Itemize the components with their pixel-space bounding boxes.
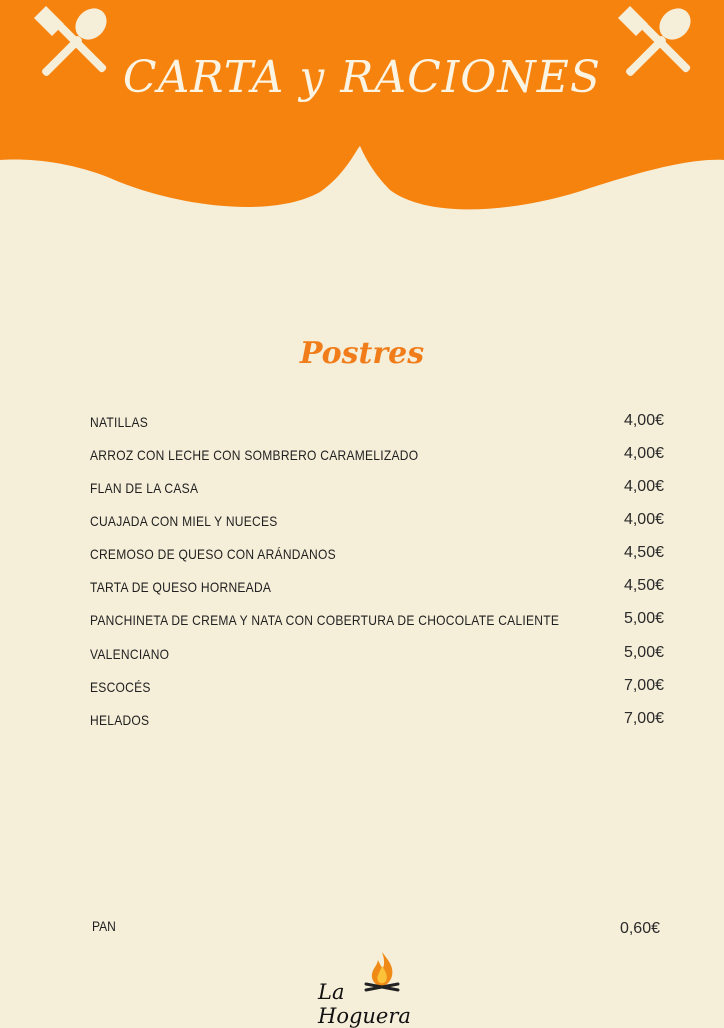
menu-item-price: 4,00€ — [623, 478, 664, 495]
menu-item-name: CREMOSO DE QUESO CON ARÁNDANOS — [90, 546, 336, 562]
menu-items-list — [90, 412, 664, 743]
menu-item-price: 4,00€ — [623, 412, 664, 429]
menu-item — [90, 577, 664, 610]
menu-item-price: 7,00€ — [623, 677, 664, 694]
menu-item — [90, 644, 664, 677]
menu-item-name: VALENCIANO — [90, 646, 170, 662]
menu-item — [90, 511, 664, 544]
menu-item-name: HELADOS — [90, 712, 150, 728]
menu-item-name: FLAN DE LA CASA — [90, 480, 199, 496]
menu-item — [90, 445, 664, 478]
menu-item — [90, 710, 664, 743]
menu-item-price: 4,00€ — [623, 511, 664, 528]
menu-item-price: 4,50€ — [623, 544, 664, 561]
menu-item-price: 5,00€ — [623, 644, 664, 661]
section-title: Postres — [299, 336, 425, 371]
menu-item-name: NATILLAS — [90, 414, 149, 430]
brand-logo — [310, 950, 430, 1028]
page-title: CARTA y RACIONES — [122, 52, 602, 103]
menu-item-name: PAN — [92, 918, 116, 934]
menu-item — [90, 610, 664, 644]
menu-item-price: 0,60€ — [619, 920, 660, 937]
menu-item-name: CUAJADA CON MIEL Y NUECES — [90, 513, 278, 529]
menu-item-name: ARROZ CON LECHE CON SOMBRERO CARAMELIZADO — [90, 447, 419, 463]
menu-item-price: 5,00€ — [623, 610, 664, 627]
menu-item — [90, 677, 664, 710]
menu-item-price: 7,00€ — [623, 710, 664, 727]
menu-item-price: 4,00€ — [623, 445, 664, 462]
menu-item — [90, 412, 664, 445]
menu-item-name: ESCOCÉS — [90, 679, 151, 695]
fork-spoon-icon — [612, 0, 702, 90]
menu-item-name: PANCHINETA DE CREMA Y NATA CON COBERTURA DE CHOCOLATE CALIENTE — [90, 612, 560, 628]
menu-item-name: TARTA DE QUESO HORNEADA — [90, 579, 272, 595]
menu-item-price: 4,50€ — [623, 577, 664, 594]
menu-item-bread — [92, 916, 662, 946]
menu-item — [90, 478, 664, 511]
header-banner — [0, 0, 724, 215]
menu-item — [90, 544, 664, 577]
logo-text: La Hoguera — [318, 980, 411, 1028]
